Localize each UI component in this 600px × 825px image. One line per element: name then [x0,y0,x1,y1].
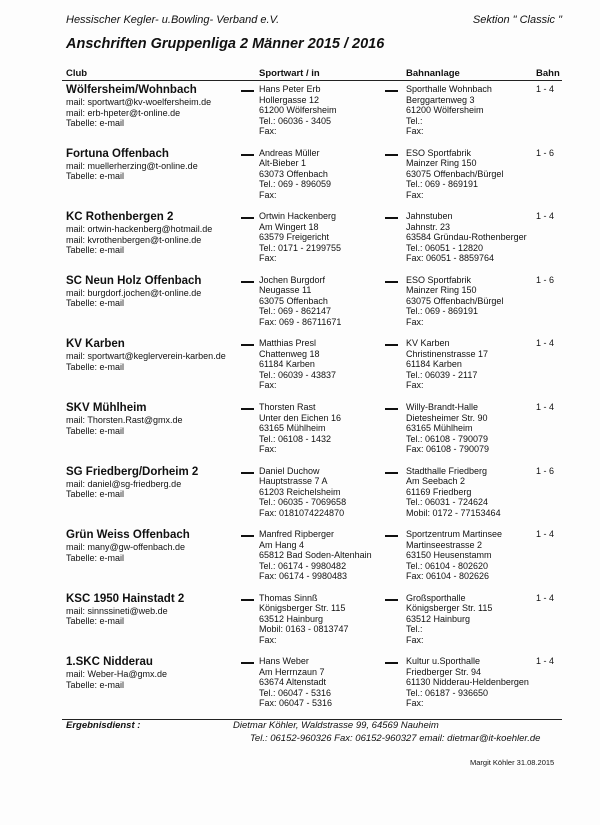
venue-line: Tel.: 069 - 869191 [406,179,479,190]
contact-line: Fax: 069 - 86711671 [259,316,342,327]
club-detail-line: mail: erb-hpeter@t-online.de [66,107,181,118]
footer-label: Ergebnisdienst : [66,720,141,731]
venue-line: Friedberger Str. 94 [406,666,482,677]
section-name: Sektion " Classic " [472,14,562,26]
lanes-value: 1 - 4 [536,211,555,222]
contact-line: Fax: [259,126,277,136]
venue-line: Fax: [406,380,424,391]
separator-dash [241,217,254,219]
contact-line: Manfred Ripberger [259,529,335,540]
venue-line: KV Karben [406,338,450,349]
separator-dash [385,281,398,283]
venue-line: Fax: [406,189,424,200]
contact-line: Tel.: 069 - 862147 [259,306,332,317]
contact-info [259,338,377,391]
venue-line: Willy-Brandt-Halle [406,402,479,412]
contact-line: Am Hang 4 [259,539,305,550]
club-name: SG Friedberg/Dorheim 2 [66,465,199,478]
contact-line: 63075 Offenbach [259,295,328,306]
contact-line: Hauptstrasse 7 A [259,476,328,487]
venue-line: Mainzer Ring 150 [406,158,477,169]
club-detail-line: Tabelle: e-mail [66,118,125,128]
club-name: KSC 1950 Hainstadt 2 [66,592,185,605]
venue-line: Jahnstr. 23 [406,221,451,232]
separator-dash [385,90,398,92]
venue-line: Fax: [406,698,424,709]
club-detail-line: Tabelle: e-mail [66,679,125,690]
contact-line: Fax: [259,253,277,264]
club-entry [0,593,600,657]
contact-line: Thomas Sinnß [259,592,318,603]
venue-line: 61130 Nidderau-Heldenbergen [406,677,529,688]
venue-line: Fax: [406,634,424,645]
club-info [66,148,236,182]
separator-dash [241,344,254,346]
venue-line: ESO Sportfabrik [406,274,472,285]
venue-line: Fax: 06108 - 790079 [406,444,490,454]
club-detail-line: mail: sportwart@keglerverein-karben.de [66,351,226,362]
lanes-value: 1 - 4 [536,338,555,349]
club-detail-line: Tabelle: e-mail [66,361,125,372]
club-info [66,211,236,256]
club-name: Grün Weiss Offenbach [66,529,190,542]
separator-dash [241,662,254,664]
club-detail-line: Tabelle: e-mail [66,298,125,309]
venue-line: ESO Sportfabrik [406,147,472,158]
separator-dash [385,408,398,410]
club-entry [0,211,600,275]
club-entry [0,338,600,402]
venue-line: 63075 Offenbach/Bürgel [406,295,504,306]
separator-dash [241,535,254,537]
venue-line: 63512 Hainburg [406,613,471,624]
contact-line: 65812 Bad Soden-Altenhain [259,550,372,561]
venue-line: Mobil: 0172 - 77153464 [406,507,501,518]
contact-info [259,84,377,137]
venue-line: 63165 Mühlheim [406,423,473,433]
separator-dash [385,662,398,664]
venue-info [406,211,536,264]
contact-line: Fax: 06047 - 5316 [259,698,333,709]
contact-line: Daniel Duchow [259,465,320,476]
separator-dash [385,344,398,346]
venue-line: Sportzentrum Martinsee [406,529,503,540]
contact-line: Hollergasse 12 [259,94,320,105]
club-detail-line: Tabelle: e-mail [66,552,125,563]
contact-line: 63674 Altenstadt [259,677,327,688]
contact-line: Tel.: 06035 - 7069658 [259,497,347,508]
club-entry [0,529,600,593]
separator-dash [241,154,254,156]
contact-info [259,148,377,201]
venue-line: 61184 Karben [406,359,462,370]
venue-line: Tel.: 06108 - 790079 [406,433,489,444]
contact-line: Unter den Eichen 16 [259,412,342,423]
club-detail-line: mail: kvrothenbergen@t-online.de [66,234,202,245]
venue-line: Tel.: 06187 - 936650 [406,687,489,698]
venue-line: Tel.: [406,115,423,126]
contact-line: Fax: [259,634,277,645]
separator-dash [385,472,398,474]
column-header-venue: Bahnanlage [406,68,460,79]
contact-line: Tel.: 06039 - 43837 [259,369,337,380]
venue-line: Tel.: 06039 - 2117 [406,369,478,380]
venue-line: Sporthalle Wohnbach [406,84,492,94]
contact-info [259,211,377,264]
footer-contact: Tel.: 06152-960326 Fax: 06152-960327 email: dietmar@it-koehler.de [250,733,541,744]
venue-line: Fax: [406,316,424,327]
venue-line: Martinseestrasse 2 [406,539,483,550]
organization-name: Hessischer Kegler- u.Bowling- Verband e.V. [66,14,280,26]
contact-line: Fax: 06174 - 9980483 [259,571,348,582]
contact-line: Tel.: 06174 - 9980482 [259,560,347,571]
contact-line: Matthias Presl [259,338,317,349]
club-info [66,402,236,436]
club-detail-line: Tabelle: e-mail [66,171,125,182]
lanes-value: 1 - 4 [536,656,555,667]
contact-line: Tel.: 069 - 896059 [259,179,332,190]
contact-line: 61200 Wölfersheim [259,105,337,115]
club-detail-line: mail: daniel@sg-friedberg.de [66,478,182,489]
club-name: KC Rothenbergen 2 [66,211,174,224]
contact-line: Tel.: 0171 - 2199755 [259,242,342,253]
contact-line: 63165 Mühlheim [259,423,326,433]
club-detail-line: mail: many@gw-offenbach.de [66,542,186,553]
venue-info [406,402,536,455]
lanes-value: 1 - 4 [536,402,555,412]
separator-dash [241,599,254,601]
contact-line: Am Herrnzaun 7 [259,666,325,677]
venue-line: Tel.: 069 - 869191 [406,306,479,317]
page-title: Anschriften Gruppenliga 2 Männer 2015 / 2016 [66,36,385,52]
lanes-value: 1 - 6 [536,274,555,285]
club-info [66,466,236,500]
club-name: SC Neun Holz Offenbach [66,274,202,287]
contact-line: 63073 Offenbach [259,168,328,179]
contact-line: Chattenweg 18 [259,348,320,359]
contact-line: Andreas Müller [259,147,320,158]
venue-line: Berggartenweg 3 [406,94,475,105]
venue-line: Stadthalle Friedberg [406,465,488,476]
contact-info [259,656,377,709]
lanes-value: 1 - 6 [536,465,555,476]
lanes-value: 1 - 4 [536,529,555,540]
contact-line: Alt-Bieber 1 [259,158,307,169]
venue-info [406,84,536,137]
venue-line: 63075 Offenbach/Bürgel [406,168,504,179]
lanes-value: 1 - 4 [536,84,555,94]
header-rule [62,80,562,81]
club-detail-line: Tabelle: e-mail [66,425,125,436]
venue-line: Christinenstrasse 17 [406,348,489,359]
separator-dash [385,217,398,219]
venue-line: 61200 Wölfersheim [406,105,484,115]
column-header-lanes: Bahn [536,68,560,79]
contact-info [259,275,377,328]
contact-line: Fax: [259,380,277,391]
contact-line: 63579 Freigericht [259,232,330,243]
venue-line: Tel.: 06051 - 12820 [406,242,484,253]
venue-line: Großsporthalle [406,592,466,603]
contact-info [259,466,377,519]
contact-line: Fax: [259,444,277,454]
contact-line: Ortwin Hackenberg [259,211,337,222]
contact-line: Tel.: 06036 - 3405 [259,115,332,126]
venue-line: Tel.: 06031 - 724624 [406,497,489,508]
separator-dash [241,472,254,474]
venue-line: Tel.: 06104 - 802620 [406,560,489,571]
venue-line: Am Seebach 2 [406,476,466,487]
club-entry [0,84,600,148]
venue-line: Fax: [406,126,424,136]
venue-line: Tel.: [406,624,423,635]
club-name: KV Karben [66,338,125,351]
contact-line: 61203 Reichelsheim [259,486,341,497]
venue-info [406,593,536,646]
club-name: Fortuna Offenbach [66,147,169,160]
club-name: SKV Mühlheim [66,402,147,414]
club-info [66,275,236,309]
club-info [66,593,236,627]
club-detail-line: mail: Weber-Ha@gmx.de [66,669,167,680]
club-info [66,529,236,563]
club-detail-line: Tabelle: e-mail [66,245,125,256]
signature-date: Margit Köhler 31.08.2015 [470,758,555,767]
venue-line: 61169 Friedberg [406,486,472,497]
club-entry [0,148,600,212]
venue-info [406,275,536,328]
venue-line: Mainzer Ring 150 [406,285,477,296]
venue-line: Dietesheimer Str. 90 [406,412,488,423]
club-entry [0,466,600,530]
contact-line: Tel.: 06047 - 5316 [259,687,332,698]
contact-line: Fax: 0181074224870 [259,507,345,518]
venue-line: Fax: 06051 - 8859764 [406,253,495,264]
venue-line: Königsberger Str. 115 [406,603,493,614]
club-info [66,338,236,372]
club-name: 1.SKC Nidderau [66,656,153,669]
contact-line: Jochen Burgdorf [259,274,326,285]
club-entry [0,656,600,720]
venue-line: Jahnstuben [406,211,453,222]
venue-info [406,466,536,519]
club-info [66,84,236,129]
contact-line: Thorsten Rast [259,402,316,412]
venue-line: Fax: 06104 - 802626 [406,571,490,582]
club-detail-line: Tabelle: e-mail [66,616,125,627]
contact-line: Königsberger Str. 115 [259,603,346,614]
venue-line: 63150 Heusenstamm [406,550,492,561]
separator-dash [385,535,398,537]
contact-line: Am Wingert 18 [259,221,319,232]
separator-dash [385,154,398,156]
venue-line: 63584 Gründau-Rothenberger [406,232,527,243]
club-info [66,656,236,690]
separator-dash [241,90,254,92]
contact-info [259,402,377,455]
club-detail-line: mail: burgdorf.jochen@t-online.de [66,287,202,298]
contact-info [259,529,377,582]
club-detail-line: Tabelle: e-mail [66,489,125,500]
contact-info [259,593,377,646]
contact-line: Mobil: 0163 - 0813747 [259,624,349,635]
contact-line: Hans Peter Erb [259,84,321,94]
venue-info [406,529,536,582]
column-header-contact: Sportwart / in [259,68,320,79]
footer-address: Dietmar Köhler, Waldstrasse 99, 64569 Nauheim [233,720,439,731]
contact-line: Neugasse 11 [259,285,312,296]
club-detail-line: mail: Thorsten.Rast@gmx.de [66,415,183,425]
lanes-value: 1 - 4 [536,592,555,603]
venue-info [406,338,536,391]
separator-dash [241,408,254,410]
club-detail-line: mail: sportwart@kv-woelfersheim.de [66,97,212,107]
venue-line: Kultur u.Sporthalle [406,656,481,667]
contact-line: Fax: [259,189,277,200]
contact-line: 63512 Hainburg [259,613,324,624]
venue-info [406,148,536,201]
lanes-value: 1 - 6 [536,147,555,158]
contact-line: Hans Weber [259,656,309,667]
column-header-club: Club [66,68,88,79]
club-entry [0,402,600,466]
venue-info [406,656,536,709]
club-entry [0,275,600,339]
contact-line: Tel.: 06108 - 1432 [259,433,332,444]
separator-dash [385,599,398,601]
club-name: Wölfersheim/Wohnbach [66,84,197,96]
club-detail-line: mail: ortwin-hackenberg@hotmail.de [66,224,213,235]
separator-dash [241,281,254,283]
club-detail-line: mail: sinnssineti@web.de [66,605,168,616]
club-detail-line: mail: muellerherzing@t-online.de [66,160,198,171]
contact-line: 61184 Karben [259,359,315,370]
